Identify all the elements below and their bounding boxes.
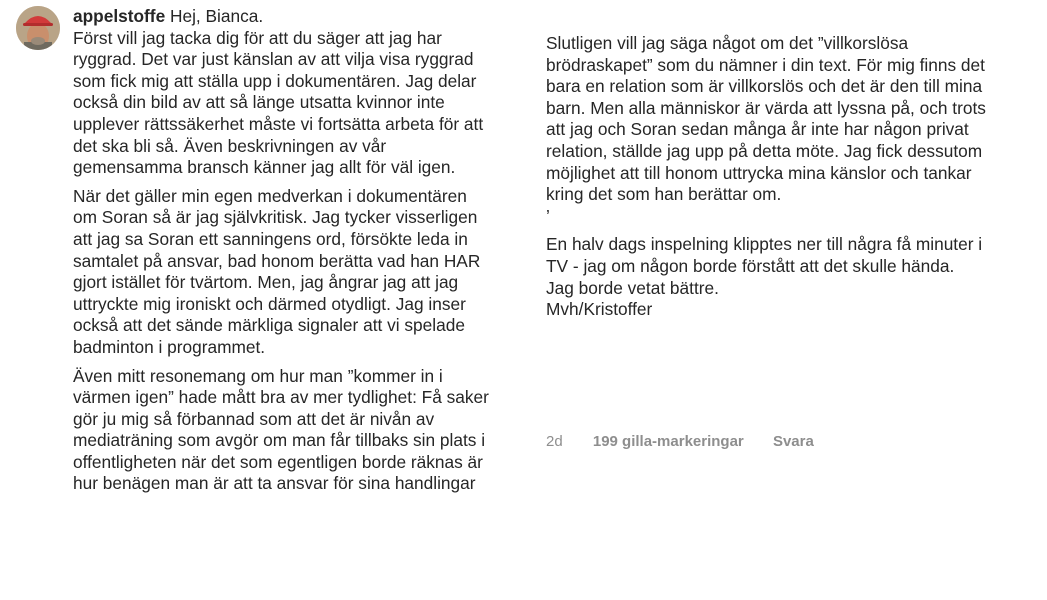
- reply-button[interactable]: Svara: [772, 433, 814, 450]
- comment-paragraph: Slutligen vill jag säga något om det ”villkorslösa brödraskapet” som du nämner i din text. För mig finns det bara en relation som är villkorslös och det är den till mina barn. Men alla människor är värda att lyssna på, och trots att jag och Soran sedan många år inte har någon privat relation, ställde jag upp på detta möte. Jag fick dessutom möjlighet att till honom uttrycka mina känslor och tankar kring det som han berättar om.: [546, 33, 986, 205]
- comment-meta: [546, 433, 814, 450]
- comment-comma-line: ’: [546, 205, 550, 226]
- comment-signature: Mvh/Kristoffer: [546, 299, 653, 320]
- username-link[interactable]: appelstoffe: [73, 6, 166, 26]
- comment-paragraph: När det gäller min egen medverkan i dokumentären om Soran så är jag självkritisk. Jag tycker visserligen att jag sa Soran ett sanningens ord, försökte leda in samtalet på ansvar, bad honom berätta vad han HAR gjort istället för tvärtom. Men, jag ångrar jag att jag uttryckte mig ironiskt och därmed otydligt. Jag inser också att det sände märkliga signaler att vi spelade badminton i programmet.: [73, 185, 481, 357]
- comment-first-line: [73, 6, 493, 28]
- comment-paragraph: Först vill jag tacka dig för att du säger att jag har ryggrad. Det var just känslan av att vilja visa ryggrad som fick mig att ställa upp i dokumentären. Jag delar också din bild av att så länge utsatta kvinnor inte upplever rättssäkerhet måste vi fortsätta arbeta för att det ska bli så. Även beskrivningen av vår gemensamma bransch känner jag allt för väl igen.: [73, 27, 484, 178]
- avatar[interactable]: [16, 6, 60, 50]
- comment-body-right: [546, 33, 986, 321]
- comment-paragraph: En halv dags inspelning klipptes ner till några få minuter i TV - jag om någon borde förstått att det skulle hända. Jag borde vetat bättre.: [546, 234, 983, 298]
- comment-greeting: Hej, Bianca.: [170, 6, 264, 26]
- comment-paragraph: Även mitt resonemang om hur man ”kommer in i värmen igen” hade mått bra av mer tydlighet: Få saker gör ju mig så förbannad som att det är nivån av mediaträning som avgör om man får tillbaks sin plats i offentligheten när det som egentligen borde räknas är hur benägen man är att ta ansvar för sina handlingar: [73, 365, 489, 494]
- likes-count-link[interactable]: 199 gilla-markeringar: [592, 433, 744, 450]
- comment-timestamp[interactable]: 2d: [546, 433, 563, 450]
- comment-body-left: [73, 6, 493, 495]
